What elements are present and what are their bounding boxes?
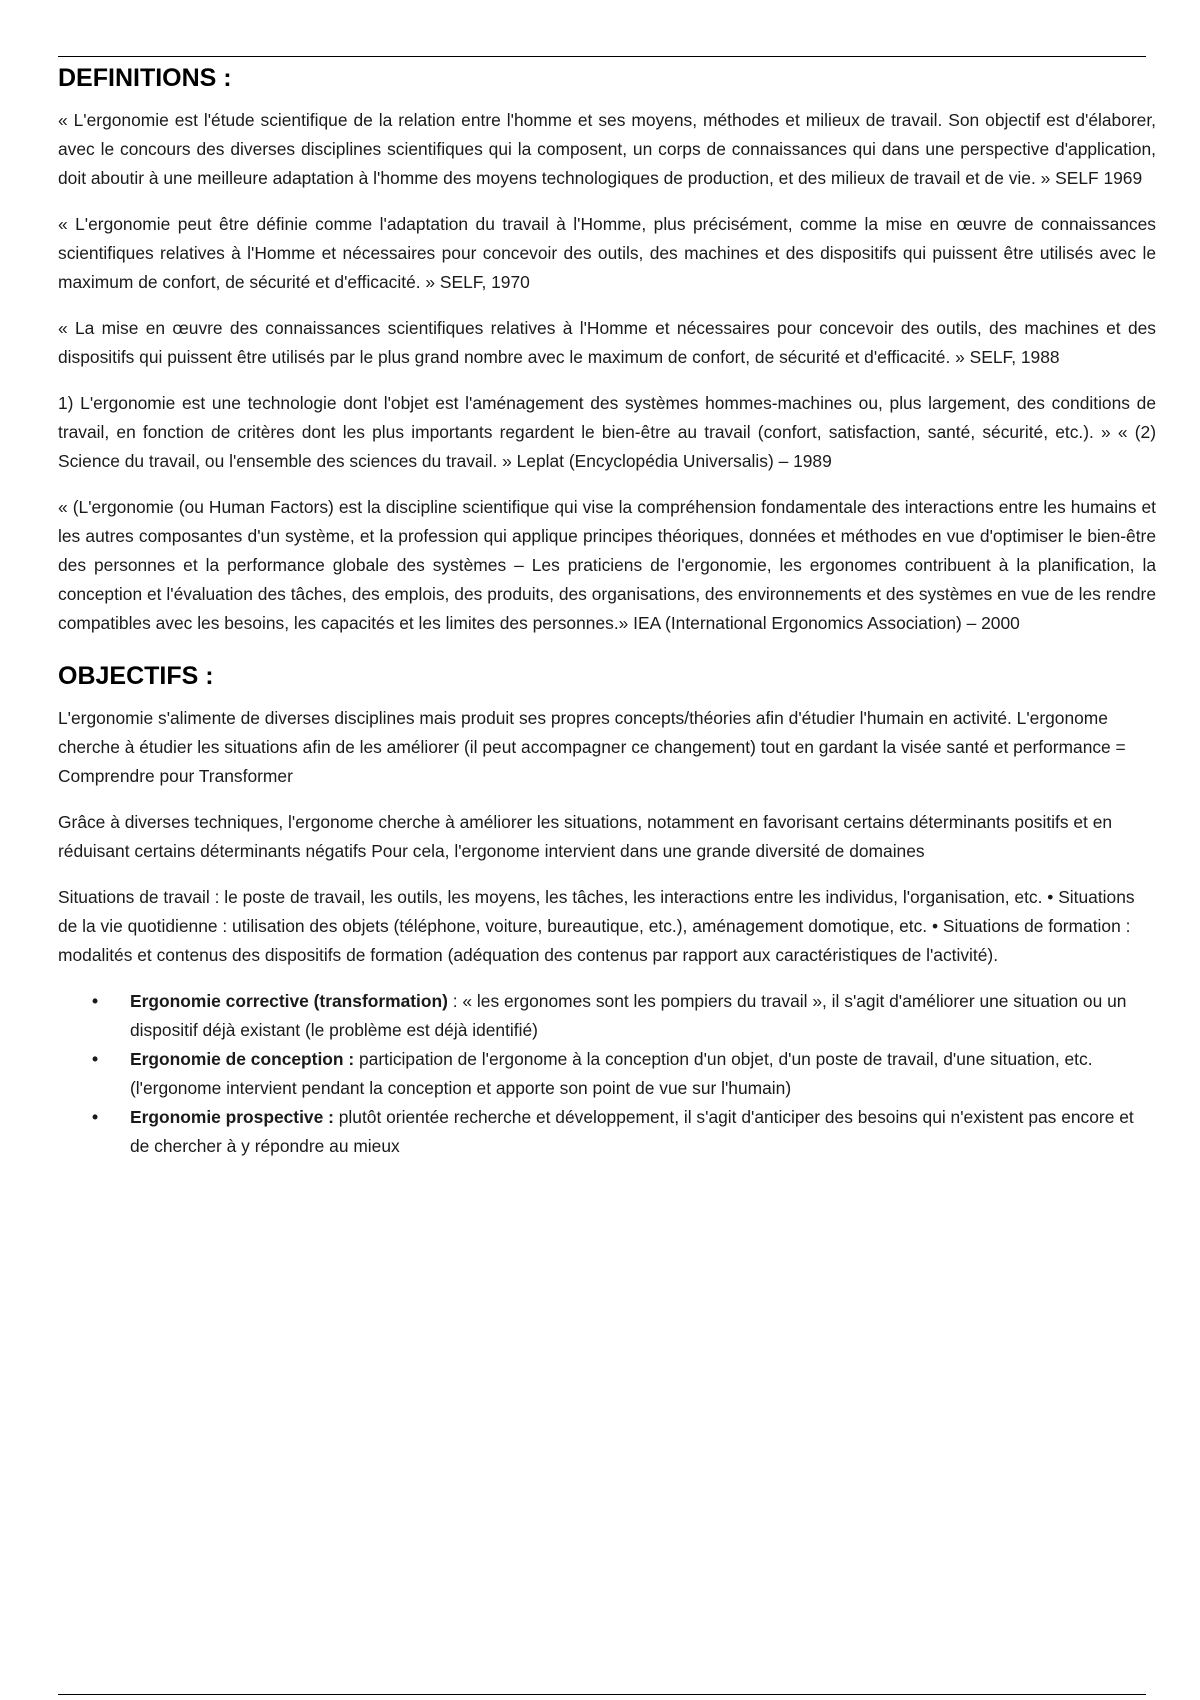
definition-self-1988: « La mise en œuvre des connaissances scientifiques relatives à l'Homme et nécessaires pour concevoir des outils, des machines et des dispositifs qui puissent être utilisés par le plus grand nombre avec le maximum de confort, de sécurité et d'efficacité. » SELF, 1988: [58, 318, 1156, 367]
definition-iea-2000: « (L'ergonomie (ou Human Factors) est la discipline scientifique qui vise la compréhension fondamentale des interactions entre les humains et les autres composantes d'un système, et la profession qui applique principes théoriques, données et méthodes en vue d'optimiser le bien-être des personnes et la performance globale des systèmes – Les praticiens de l'ergonomie, les ergonomes contribuent à la planification, la conception et l'évaluation des tâches, des emplois, des produits, des organisations, des environnements et des systèmes en vue de les rendre compatibles avec les besoins, les capacités et les limites des personnes.» IEA (International Ergonomics Association) – 2000: [58, 497, 1156, 633]
term-corrective: Ergonomie corrective (transformation): [130, 991, 448, 1011]
bullet-icon: •: [92, 1107, 99, 1127]
text-corrective: : « les ergonomes sont les pompiers du travail », il s'agit d'améliorer une situation ou un dispositif déjà existant (le problème est déjà identifié): [130, 991, 1127, 1040]
objectifs-paragraph-1: L'ergonomie s'alimente de diverses disciplines mais produit ses propres concepts/théories afin d'étudier l'humain en activité. L'ergonome cherche à étudier les situations afin de les améliorer (il peut accompagner ce changement) tout en gardant la visée santé et performance = Comprendre pour Transformer: [58, 708, 1126, 786]
definition-self-1969: « L'ergonomie est l'étude scientifique de la relation entre l'homme et ses moyens, méthodes et milieux de travail. Son objectif est d'élaborer, avec le concours des diverses disciplines scientifiques qui la composent, un corps de connaissances qui dans une perspective d'application, doit aboutir à une meilleure adaptation à l'homme des moyens technologiques de production, et des milieux de travail et de vie. » SELF 1969: [58, 110, 1156, 188]
objectifs-paragraph-2: Grâce à diverses techniques, l'ergonome cherche à améliorer les situations, notamment en favorisant certains déterminants positifs et en réduisant certains déterminants négatifs Pour cela, l'ergonome intervient dans une grande diversité de domaines: [58, 812, 1113, 861]
document-body: [58, 62, 1156, 1161]
bullet-icon: •: [92, 1049, 99, 1069]
definition-leplat-1989: 1) L'ergonomie est une technologie dont l'objet est l'aménagement des systèmes hommes-machines ou, plus largement, des conditions de travail, en fonction de critères dont les plus importants regardent le bien-être au travail (confort, satisfaction, santé, sécurité, etc.). » « (2) Science du travail, ou l'ensemble des sciences du travail. » Leplat (Encyclopédia Universalis) – 1989: [58, 393, 1156, 471]
text-prospective: plutôt orientée recherche et développement, il s'agit d'anticiper des besoins qui n'existent pas encore et de chercher à y répondre au mieux: [130, 1107, 1134, 1156]
header-rule: [58, 56, 1146, 57]
bullet-icon: •: [92, 991, 99, 1011]
list-item-prospective: [58, 1103, 1156, 1161]
definitions-heading: DEFINITIONS :: [58, 64, 232, 92]
document-page: [58, 0, 1156, 1700]
text-conception: participation de l'ergonome à la conception d'un objet, d'un poste de travail, d'une situation, etc. (l'ergonome intervient pendant la conception et apporte son point de vue sur l'humain): [130, 1049, 1093, 1098]
term-conception: Ergonomie de conception :: [130, 1049, 355, 1069]
footer-rule: [58, 1694, 1146, 1695]
list-item-conception: [58, 1045, 1156, 1103]
list-item-corrective: [58, 987, 1156, 1045]
definition-self-1970: « L'ergonomie peut être définie comme l'adaptation du travail à l'Homme, plus précisément, comme la mise en œuvre de connaissances scientifiques relatives à l'Homme et nécessaires pour concevoir des outils, des machines et des dispositifs qui puissent être utilisés avec le maximum de confort, de sécurité et d'efficacité. » SELF, 1970: [58, 214, 1156, 292]
objectifs-paragraph-3: Situations de travail : le poste de travail, les outils, les moyens, les tâches, les interactions entre les individus, l'organisation, etc. • Situations de la vie quotidienne : utilisation des objets (téléphone, voiture, bureautique, etc.), aménagement domotique, etc. • Situations de formation : modalités et contenus des dispositifs de formation (adéquation des contenus par rapport aux caractéristiques de l'activité).: [58, 887, 1135, 965]
term-prospective: Ergonomie prospective :: [130, 1107, 334, 1127]
objectifs-heading: OBJECTIFS :: [58, 662, 214, 690]
ergonomie-types-list: [58, 987, 1156, 1161]
